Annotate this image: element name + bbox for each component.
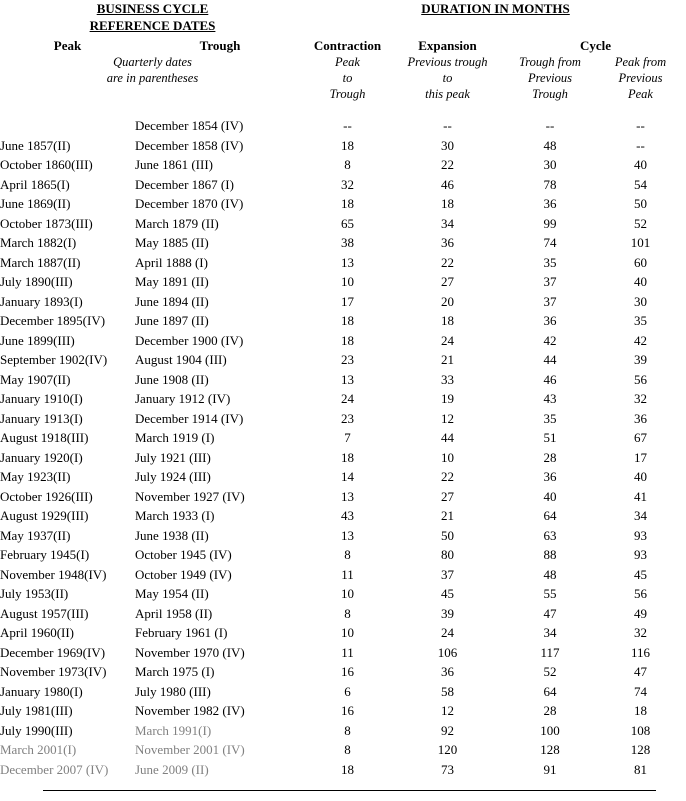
- cell-contraction: 13: [341, 371, 354, 387]
- cell-trough: November 1970 (IV): [135, 644, 245, 660]
- cell-cycle-peak: 36: [634, 410, 647, 426]
- cell-contraction: 65: [341, 215, 354, 231]
- cell-expansion: 24: [441, 332, 454, 348]
- cell-peak: December 2007 (IV): [0, 761, 109, 777]
- table-row: [0, 565, 686, 585]
- spacer-cell: [0, 102, 686, 116]
- table-row: [0, 623, 686, 643]
- cell-cycle-peak: 39: [634, 352, 647, 367]
- cell-cycle-peak: 74: [634, 683, 647, 699]
- contraction-subhead-line3: Trough: [329, 87, 366, 101]
- cell-cycle-peak: 93: [634, 547, 647, 562]
- cell-cycle-peak: 42: [634, 332, 647, 348]
- cell-peak: June 1857(II): [0, 137, 71, 153]
- cell-trough: May 1885 (II): [135, 235, 209, 250]
- colhead-trough: Trough: [199, 38, 241, 53]
- cell-peak: December 1969(IV): [0, 644, 106, 660]
- cell-contraction: 32: [341, 176, 354, 192]
- cell-peak: April 1865(I): [0, 176, 70, 192]
- table-row: [0, 643, 686, 663]
- cell-cycle-peak: 56: [634, 586, 647, 601]
- cell-contraction: 18: [341, 761, 354, 777]
- cell-contraction: 13: [341, 254, 354, 270]
- cell-cycle-trough: --: [545, 118, 555, 133]
- cell-cycle-trough: 43: [543, 391, 557, 406]
- cell-contraction: 6: [344, 683, 351, 699]
- cell-expansion: 36: [441, 664, 454, 679]
- contraction-subhead-line1: Peak: [335, 55, 360, 69]
- table-row: [0, 253, 686, 273]
- table-row: [0, 272, 686, 292]
- cell-trough: October 1949 (IV): [135, 566, 232, 582]
- quarterly-dates-note-line2: are in parentheses: [106, 71, 199, 85]
- cell-peak: October 1873(III): [0, 215, 93, 231]
- cell-peak: July 1953(II): [0, 586, 69, 601]
- cell-cycle-trough: 34: [543, 625, 557, 640]
- table-row: [0, 740, 686, 760]
- cell-trough: June 1861 (III): [135, 157, 213, 172]
- cell-expansion: --: [443, 118, 452, 133]
- cell-contraction: 18: [341, 449, 354, 465]
- cell-peak: [0, 116, 135, 136]
- cell-cycle-peak: 35: [634, 313, 647, 328]
- cycle-trough-subhead-line1: Trough from: [519, 55, 581, 69]
- cell-trough: July 1921 (III): [135, 449, 211, 465]
- table-row: [0, 389, 686, 409]
- cell-peak: November 1973(IV): [0, 664, 107, 679]
- cell-cycle-trough: 37: [543, 274, 557, 289]
- cell-contraction: --: [343, 118, 352, 133]
- table-row: [0, 448, 686, 468]
- cell-expansion: 106: [437, 644, 458, 660]
- cell-expansion: 50: [441, 527, 454, 543]
- cell-expansion: 27: [441, 488, 454, 504]
- table-row: [0, 350, 686, 370]
- cell-expansion: 34: [441, 215, 454, 231]
- cell-peak: August 1957(III): [0, 605, 89, 621]
- cell-trough: November 2001 (IV): [135, 742, 245, 757]
- cell-cycle-trough: 64: [543, 683, 557, 699]
- cycle-trough-subhead-line3: Trough: [532, 87, 568, 101]
- cell-peak: December 1895(IV): [0, 313, 106, 328]
- cell-peak: March 1887(II): [0, 254, 81, 270]
- cell-cycle-peak: 52: [634, 215, 647, 231]
- colhead-contraction: Contraction: [313, 38, 382, 53]
- cell-contraction: 23: [341, 410, 354, 426]
- cell-expansion: 21: [441, 352, 454, 367]
- table-row: [0, 760, 686, 780]
- cell-expansion: 18: [441, 196, 454, 211]
- table-row: [0, 467, 686, 487]
- cycle-trough-subhead: [505, 54, 595, 102]
- cell-trough: August 1904 (III): [135, 352, 227, 367]
- cell-expansion: 12: [441, 703, 454, 718]
- cell-trough: February 1961 (I): [135, 625, 228, 640]
- expansion-subhead-line3: this peak: [425, 87, 470, 101]
- cell-cycle-peak: --: [636, 118, 645, 133]
- cell-expansion: 20: [441, 293, 454, 309]
- cell-cycle-peak: 67: [634, 430, 647, 445]
- cell-contraction: 24: [341, 391, 354, 406]
- cell-cycle-peak: 45: [634, 566, 647, 582]
- cell-peak: June 1899(III): [0, 332, 75, 348]
- cell-trough: July 1924 (III): [135, 469, 211, 484]
- cell-contraction: 14: [341, 469, 354, 484]
- column-header-row: [0, 38, 686, 54]
- cell-trough: March 1879 (II): [135, 215, 219, 231]
- expansion-subhead: [390, 54, 505, 102]
- cycle-peak-subhead: [595, 54, 686, 102]
- cell-peak: March 2001(I): [0, 742, 77, 757]
- cell-contraction: 43: [341, 508, 354, 523]
- cell-expansion: 44: [441, 430, 454, 445]
- cell-cycle-trough: 37: [543, 293, 557, 309]
- table-row: [0, 233, 686, 253]
- table-row: [0, 116, 686, 136]
- cell-trough: May 1891 (II): [135, 274, 209, 289]
- cell-peak: August 1918(III): [0, 430, 89, 445]
- cell-cycle-trough: 100: [540, 722, 560, 738]
- subheader-row: [0, 54, 686, 102]
- cell-cycle-peak: 49: [634, 605, 647, 621]
- cell-expansion: 22: [441, 157, 454, 172]
- colhead-cycle: Cycle: [579, 38, 612, 53]
- table-row: [0, 682, 686, 702]
- cell-trough: March 1975 (I): [135, 664, 215, 679]
- cell-expansion: 10: [441, 449, 454, 465]
- cell-peak: September 1902(IV): [0, 352, 108, 367]
- cell-cycle-trough: 51: [543, 430, 557, 445]
- cell-contraction: 8: [344, 157, 351, 172]
- cell-trough: December 1858 (IV): [135, 137, 244, 153]
- cell-contraction: 13: [341, 527, 354, 543]
- table-row: [0, 662, 686, 682]
- cell-cycle-peak: 40: [634, 469, 647, 484]
- cell-trough: December 1867 (I): [135, 176, 234, 192]
- cell-cycle-trough: 36: [543, 313, 557, 328]
- cell-cycle-trough: 28: [543, 449, 557, 465]
- cell-cycle-peak: 40: [634, 274, 647, 289]
- cell-contraction: 18: [341, 332, 354, 348]
- cell-contraction: 38: [341, 235, 354, 250]
- cell-expansion: 22: [441, 254, 454, 270]
- cell-cycle-peak: 17: [634, 449, 647, 465]
- expansion-subhead-line1: Previous trough: [407, 55, 488, 69]
- spacer-row: [0, 102, 686, 116]
- table-row: [0, 311, 686, 331]
- cell-peak: August 1929(III): [0, 508, 89, 523]
- cell-expansion: 120: [437, 742, 458, 757]
- cell-trough: January 1912 (IV): [135, 391, 231, 406]
- cell-peak: February 1945(I): [0, 547, 90, 562]
- cell-cycle-trough: 46: [543, 371, 557, 387]
- cell-trough: June 1894 (II): [135, 293, 209, 309]
- cell-trough: December 1854 (IV): [135, 118, 244, 133]
- cell-peak: January 1893(I): [0, 293, 83, 309]
- cell-contraction: 16: [341, 664, 354, 679]
- cell-trough: April 1888 (I): [135, 254, 208, 270]
- contraction-subhead-line2: to: [342, 71, 353, 85]
- cell-peak: March 1882(I): [0, 235, 77, 250]
- cell-peak: June 1869(II): [0, 196, 71, 211]
- quarterly-dates-note-line1: Quarterly dates: [113, 55, 192, 69]
- cell-contraction: 13: [341, 488, 354, 504]
- cell-cycle-peak: 54: [634, 176, 647, 192]
- cell-trough: December 1870 (IV): [135, 196, 244, 211]
- table-row: [0, 194, 686, 214]
- cell-expansion: 30: [441, 137, 454, 153]
- colhead-peak: Peak: [53, 38, 82, 53]
- cell-expansion: 45: [441, 586, 454, 601]
- table-title-row: [0, 0, 686, 38]
- cell-cycle-peak: 41: [634, 488, 647, 504]
- cell-contraction: 8: [344, 742, 351, 757]
- cell-contraction: 8: [344, 547, 351, 562]
- cell-expansion: 19: [441, 391, 454, 406]
- cell-cycle-peak: 116: [630, 644, 651, 660]
- cell-peak: January 1913(I): [0, 410, 83, 426]
- cell-contraction: 23: [341, 352, 354, 367]
- cell-cycle-trough: 36: [543, 196, 557, 211]
- cell-peak: October 1926(III): [0, 488, 93, 504]
- cell-peak: January 1980(I): [0, 683, 83, 699]
- cell-cycle-trough: 30: [543, 157, 557, 172]
- cell-trough: July 1980 (III): [135, 683, 211, 699]
- table-row: [0, 545, 686, 565]
- cell-expansion: 24: [441, 625, 454, 640]
- contraction-subhead: [305, 54, 390, 102]
- table-row: [0, 175, 686, 195]
- cell-cycle-trough: 44: [543, 352, 557, 367]
- table-row: [0, 409, 686, 429]
- cell-cycle-peak: 108: [630, 722, 651, 738]
- cell-trough: June 1897 (II): [135, 313, 209, 328]
- cell-trough: June 1908 (II): [135, 371, 209, 387]
- table-row: [0, 506, 686, 526]
- cell-trough: March 1933 (I): [135, 508, 215, 523]
- cell-cycle-peak: --: [636, 137, 645, 153]
- cycle-peak-subhead-line1: Peak from: [614, 55, 667, 69]
- cell-cycle-trough: 64: [543, 508, 557, 523]
- cell-expansion: 39: [441, 605, 454, 621]
- business-cycle-title: [0, 0, 305, 38]
- cell-cycle-peak: 128: [630, 742, 651, 757]
- cell-cycle-peak: 40: [634, 157, 647, 172]
- cell-contraction: 11: [341, 566, 354, 582]
- cell-trough: April 1958 (II): [135, 605, 213, 621]
- cell-cycle-trough: 128: [540, 742, 560, 757]
- cell-cycle-peak: 47: [634, 664, 647, 679]
- table-row: [0, 526, 686, 546]
- table-row: [0, 428, 686, 448]
- table-row: [0, 701, 686, 721]
- cell-trough: November 1982 (IV): [135, 703, 245, 718]
- cell-contraction: 8: [344, 605, 351, 621]
- cycle-peak-subhead-line3: Peak: [628, 87, 653, 101]
- cell-cycle-peak: 60: [634, 254, 647, 270]
- cell-contraction: 10: [341, 586, 354, 601]
- cell-cycle-trough: 48: [543, 137, 557, 153]
- cell-expansion: 18: [441, 313, 454, 328]
- cell-expansion: 37: [441, 566, 454, 582]
- cell-cycle-trough: 78: [543, 176, 557, 192]
- cell-cycle-trough: 63: [543, 527, 557, 543]
- cell-expansion: 46: [441, 176, 454, 192]
- cell-peak: May 1937(II): [0, 527, 71, 543]
- cell-cycle-trough: 40: [543, 488, 557, 504]
- cell-trough: March 1991(I): [135, 722, 212, 738]
- cell-expansion: 33: [441, 371, 454, 387]
- cell-cycle-trough: 91: [543, 761, 557, 777]
- cell-cycle-peak: 34: [634, 508, 647, 523]
- cell-contraction: 18: [341, 196, 354, 211]
- cell-cycle-peak: 18: [634, 703, 647, 718]
- cell-cycle-trough: 117: [540, 644, 560, 660]
- cell-cycle-trough: 47: [543, 605, 557, 621]
- cell-peak: January 1920(I): [0, 449, 83, 465]
- cell-peak: October 1860(III): [0, 157, 93, 172]
- cell-cycle-trough: 99: [543, 215, 557, 231]
- cell-cycle-trough: 36: [543, 469, 557, 484]
- cycle-peak-subhead-line2: Previous: [618, 71, 663, 85]
- cell-expansion: 80: [441, 547, 454, 562]
- cell-trough: December 1900 (IV): [135, 332, 244, 348]
- cell-cycle-trough: 35: [543, 410, 557, 426]
- cell-peak: May 1923(II): [0, 469, 71, 484]
- table-row: [0, 721, 686, 741]
- cell-expansion: 36: [441, 235, 454, 250]
- cell-cycle-peak: 30: [634, 293, 647, 309]
- cell-contraction: 10: [341, 625, 354, 640]
- colhead-expansion: Expansion: [418, 38, 477, 53]
- cell-cycle-trough: 42: [543, 332, 557, 348]
- cell-trough: June 1938 (II): [135, 527, 209, 543]
- cell-cycle-peak: 32: [634, 625, 647, 640]
- duration-title: DURATION IN MONTHS: [421, 1, 570, 16]
- table-row: [0, 584, 686, 604]
- table-row: [0, 155, 686, 175]
- cell-peak: January 1910(I): [0, 391, 83, 406]
- cell-cycle-peak: 101: [630, 235, 651, 250]
- cell-cycle-trough: 28: [543, 703, 557, 718]
- table-row: [0, 331, 686, 351]
- table-row: [0, 604, 686, 624]
- cell-expansion: 22: [441, 469, 454, 484]
- cell-cycle-peak: 50: [634, 196, 647, 211]
- cell-contraction: 17: [341, 293, 354, 309]
- cell-trough: November 1927 (IV): [135, 488, 245, 504]
- cell-cycle-peak: 93: [634, 527, 647, 543]
- table-row: [0, 292, 686, 312]
- expansion-subhead-line2: to: [442, 71, 453, 85]
- business-cycle-title-line1: BUSINESS CYCLE: [96, 1, 209, 16]
- cell-expansion: 12: [441, 410, 454, 426]
- table-body: [0, 116, 686, 779]
- cell-cycle-peak: 81: [634, 761, 647, 777]
- cell-cycle-trough: 35: [543, 254, 557, 270]
- cell-cycle-trough: 88: [543, 547, 557, 562]
- cell-peak: July 1990(III): [0, 722, 73, 738]
- cell-trough: May 1954 (II): [135, 586, 209, 601]
- quarterly-dates-note: [0, 54, 305, 102]
- table-row: [0, 136, 686, 156]
- bottom-rule: [43, 790, 656, 791]
- business-cycle-title-line2: REFERENCE DATES: [89, 18, 216, 33]
- table-row: [0, 370, 686, 390]
- cell-cycle-peak: 56: [634, 371, 647, 387]
- cell-expansion: 58: [441, 683, 454, 699]
- cell-cycle-trough: 55: [543, 586, 557, 601]
- cell-trough: June 2009 (II): [135, 761, 209, 777]
- cell-trough: December 1914 (IV): [135, 410, 244, 426]
- cell-contraction: 10: [341, 274, 354, 289]
- cell-cycle-trough: 48: [543, 566, 557, 582]
- cell-cycle-peak: 32: [634, 391, 647, 406]
- cell-trough: October 1945 (IV): [135, 547, 232, 562]
- cell-expansion: 73: [441, 761, 454, 777]
- cell-peak: July 1890(III): [0, 274, 73, 289]
- cell-contraction: 18: [341, 137, 354, 153]
- cell-contraction: 11: [341, 644, 354, 660]
- table-row: [0, 487, 686, 507]
- cell-peak: November 1948(IV): [0, 566, 107, 582]
- cell-expansion: 21: [441, 508, 454, 523]
- cell-peak: April 1960(II): [0, 625, 75, 640]
- table-row: [0, 214, 686, 234]
- cycle-trough-subhead-line2: Previous: [528, 71, 572, 85]
- cell-cycle-trough: 74: [543, 235, 557, 250]
- cell-contraction: 16: [341, 703, 354, 718]
- cell-contraction: 18: [341, 313, 354, 328]
- cell-contraction: 8: [344, 722, 351, 738]
- cell-expansion: 92: [441, 722, 454, 738]
- cell-cycle-trough: 52: [543, 664, 557, 679]
- cell-trough: March 1919 (I): [135, 430, 215, 445]
- cell-expansion: 27: [441, 274, 454, 289]
- cell-peak: May 1907(II): [0, 371, 71, 387]
- cell-peak: July 1981(III): [0, 703, 73, 718]
- cell-contraction: 7: [344, 430, 351, 445]
